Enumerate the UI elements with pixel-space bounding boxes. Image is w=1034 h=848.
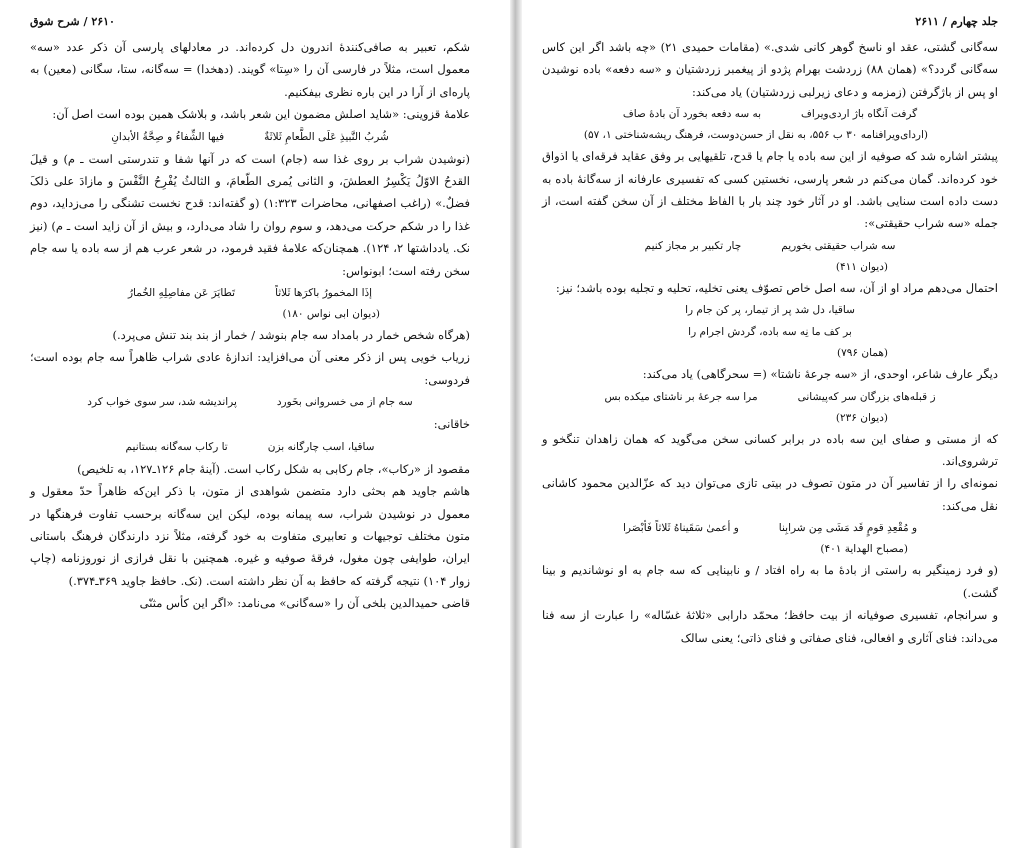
left-paragraph: (نوشیدن شراب بر روی غذا سه (جام) است که در آنها شفا و تندرستی است ـ م) و قیلَ القدحُ الاوّلُ یَکْسِرُ العطشَ، و الثانی یُمری الطّعامَ، و الثالثُ یُفْرِحُ النَّفْسَ و مازادَ علی ذلکَ فضلٌ.» (راغب اصفهانی، محاضرات ۱:۳۲۳) (و گفته‌اند: قدح نخست تشنگی را می‌زداید، دوم غذا را در شکم حرکت می‌دهد، و سوم روان را شاد می‌دارد، و بیش از آن زاید است ـ م) (نیز نک. یادداشتها ۲، ۱۲۴). همچنان‌که علامهٔ فقید فرمود، در شعر عرب هم از سه باده یا سه جام سخن رفته است؛ ابونواس: [30, 151, 470, 278]
verse-hemistich: مرا سه جرعهٔ بر ناشتای میکده بس [604, 390, 758, 403]
verse-couplet [30, 126, 470, 148]
left-paragraph: مقصود از «رکاب»، جام رکابی به شکل رکاب است. (آینهٔ جام ۱۲۶ـ۱۲۷، به تلخیص) [77, 461, 470, 476]
verse-hemistich: پراندیشه شد، سر سوی خواب کرد [87, 396, 237, 409]
left-running-head: ۲۶۱۰ / شرح شوق [30, 15, 115, 28]
right-paragraph: و سرانجام، تفسیری صوفیانه از بیت حافظ؛ محمّد دارابی «ثلاثهٔ غسّاله» را عبارت از سه فنا می‌داند: فنای آثاری و افعالی، فنای صفاتی و فنای ذاتی؛ یعنی سالک [542, 608, 998, 645]
left-paragraph: هاشم جاوید هم بحثی دارد متضمن شواهدی از متون، با ذکر این‌که ظاهراً حدّ معقول و معمول در نوشیدن شراب، سه پیمانه بوده، لیکن این سه‌گانه برحسب تفاوت فرهنگها در متون مختلف توجیهات و تعابیری متفاوت به خود گرفته، مثلاً نزد دارندگان فرهنگ باستانی ایران، طوایفی چون مغول، فرقهٔ صوفیه و غیره. همچنین با نقل فرازی از نوروزنامه (چاپ زوار ۱۰۴) نتیجه گرفته که حافظ به آن نظر داشته است. (نک. حافظ جاوید ۳۶۹ـ۳۷۴.) [30, 484, 470, 588]
verse-hemistich: فیها الشِّفاءُ و صِحَّةُ الأبدانِ [111, 130, 225, 143]
right-page [522, 0, 1034, 848]
right-paragraph: دیگر عارف شاعر، اوحدی، از «سه جرعهٔ ناشتا» (= سحرگاهی) یاد می‌کند: [642, 367, 998, 382]
verse-hemistich: گرفت آنگاه باژ اردی‌ویراف [801, 108, 918, 121]
verse-line [542, 299, 998, 321]
citation: (اردای‌ویرافنامه ۳۰ ب ۵۵۶، به نقل از حسن‌دوست، فرهنگ ریشه‌شناختی ۱، ۵۷) [583, 129, 928, 142]
right-paragraph: سه‌گانی گشتی، عقد او ناسخ گوهر کانی شدی.» (مقامات حمیدی ۲۱) «چه باشد اگر این کاس سه‌گانی گردد؟» (همان ۸۸) زردشت بهرام پژدو از پیغمبر زردشتیان و «سه دفعه» باده نوشیدن او پس از باژگرفتن (زمزمه و دعای زیرلبی زردشتیان) یاد می‌کند: [542, 40, 998, 99]
left-paragraph: زریاب خویی پس از ذکر معنی آن می‌افزاید: اندازهٔ عادی شراب ظاهراً سه جام بوده است؛ فردوسی: [30, 350, 470, 387]
verse-hemistich: تا رکاب سه‌گانه بستانیم [125, 440, 228, 453]
verse-hemistich: سه شراب حقیقتی بخوریم [781, 239, 896, 252]
poet-label: خاقانی: [433, 417, 470, 432]
verse-hemistich: و أعمیٰ سَقَیناهُ ثَلاثاً فَأبْصَرا [622, 522, 739, 535]
right-paragraph: پیشتر اشاره شد که صوفیه از این سه باده یا جام یا قدح، تلقیهایی بر وفق عقاید فرقه‌ای یا اذواق خود کرده‌اند. گمان می‌کنم در شعر پارسی، نخستین کسی که تفسیری عارفانه از سه‌گانهٔ باده به دست داده است سنایی باشد. او در آثار خود چند بار با الفاظ مختلف از آن سخن گفته است، از جمله «سه شراب حقیقتی»: [542, 149, 998, 231]
citation: (دیوان ابی نواس ۱۸۰) [282, 308, 380, 321]
verse-hemistich: شُربُ النَّبیذِ عَلَی الطَّعامِ ثَلاثَةٌ [264, 130, 389, 143]
left-paragraph: علامهٔ قزوینی: «شاید اصلش مضمون این شعر باشد، و بلاشک همین بوده است اصل آن: [52, 107, 470, 122]
left-paragraph: قاضی حمیدالدین بلخی آن را «سه‌گانی» می‌نامد: «اگر این کأس مثنّی [139, 596, 470, 611]
verse-couplet [30, 282, 470, 304]
verse-couplet [542, 103, 998, 125]
verse-hemistich: إذَا المخمورُ باکرَها ثَلاثاً [275, 287, 373, 300]
right-running-head: جلد چهارم / ۲۶۱۱ [915, 15, 998, 28]
verse-hemistich: چار تکبیر بر مجاز کنیم [644, 239, 742, 252]
verse-hemistich: سه جام از می خسروانی بخَورد [276, 396, 413, 409]
verse-couplet [542, 235, 998, 257]
right-paragraph: احتمال می‌دهم مراد او از آن، سه اصل خاص تصوّف یعنی تخلیه، تحلیه و تجلیه بوده باشد؛ نیز: [555, 280, 998, 295]
verse-hemistich: ساقیا، اسب چارگانه بزن [267, 440, 375, 453]
verse-couplet [30, 436, 470, 458]
citation: (دیوان ۴۱۱) [835, 260, 888, 273]
verse-couplet [30, 391, 470, 413]
verse-hemistich: تَطایَرَ عَن مفاصِلِهِ الخُمارُ [127, 287, 236, 300]
left-paragraph: شکم، تعبیر به صافی‌کنندهٔ اندرون دل کرده‌اند. در معادلهای پارسی آن ذکر عدد «سه» معمول است، مثلاً در فارسی آن را «سِتا» گویند. (دهخدا) = سه‌گانه، ستا، سگانی (معین) به پاره‌ای از آرا در این باره نظری بیفکنیم. [30, 40, 470, 99]
verse-hemistich: ز قبله‌های بزرگان سر که‌پیشانی [797, 390, 936, 403]
citation: (مصباح الهدایة ۴۰۱) [820, 543, 908, 556]
left-page [0, 0, 510, 848]
book-gutter [510, 0, 522, 848]
right-paragraph: (و فرد زمینگیر به راستی از بادهٔ ما به راه افتاد / و نابینایی که سه جام به او نوشاندیم و بینا گشت.) [542, 563, 998, 600]
verse-hemistich: و مُقْعِدِ قومٍ قَد مَشَی مِن شرابِنا [778, 522, 918, 535]
verse-couplet [542, 386, 998, 408]
citation: (همان ۷۹۶) [837, 347, 888, 360]
verse-hemistich: بر کف ما نِه سه باده، گردش اجرام را [688, 326, 852, 339]
verse-line [542, 321, 998, 343]
right-paragraph: نمونه‌ای را از تفاسیر آن در متون تصوف در بیتی تازی می‌توان دید که عزّالدین محمود کاشانی نقل می‌کند: [542, 476, 998, 513]
verse-hemistich: به سه دفعه بخورد آن بادهٔ صاف [622, 108, 762, 121]
right-paragraph: که از مستی و صفای این سه باده در برابر کسانی سخن می‌گوید که همان زاهدان تنگخو و ترشروی‌اند. [542, 431, 998, 469]
left-paragraph: (هرگاه شخص خمار در بامداد سه جام بنوشد / خمار از بند بند تنش می‌پرد.) [112, 328, 470, 343]
verse-hemistich: ساقیا، دل شد پر از تیمار، پر کن جام را [685, 304, 855, 317]
citation: (دیوان ۲۳۶) [835, 411, 888, 424]
verse-couplet [542, 517, 998, 539]
